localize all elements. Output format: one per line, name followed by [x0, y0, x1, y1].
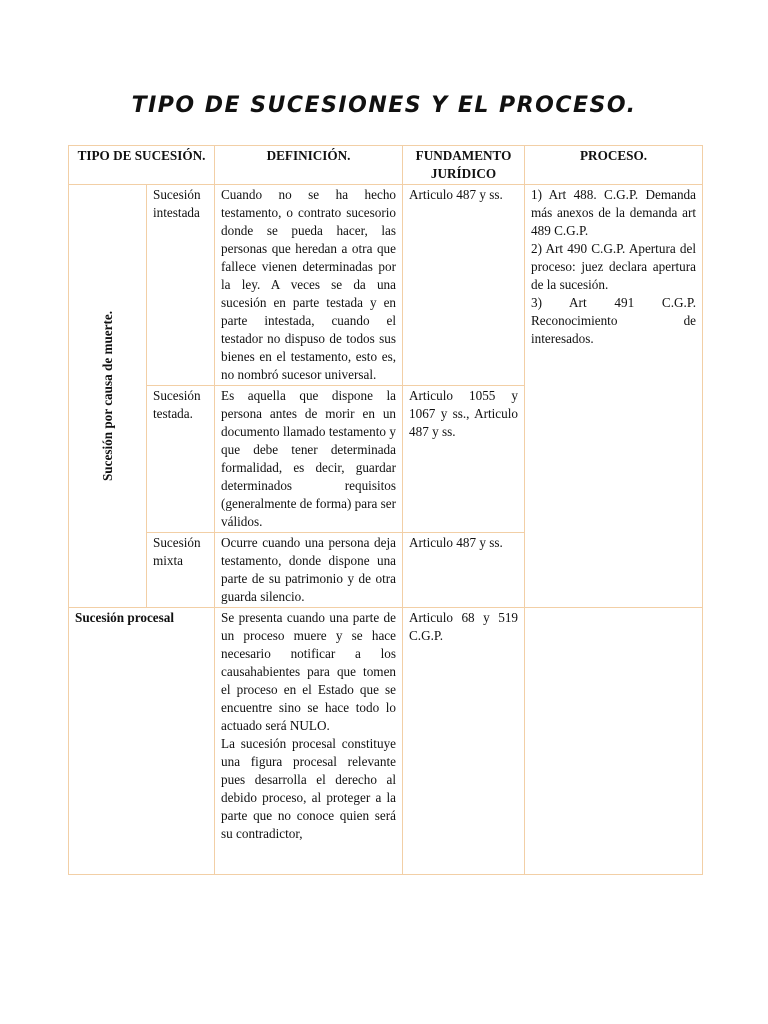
definition-cell: Es aquella que dispone la persona antes de morir en un documento llamado testamento y que debe tener determinada formalidad, es decir, guardar determinados requisitos (generalmente de forma) para ser válidos.	[215, 386, 403, 533]
definition-cell: Ocurre cuando una persona deja testamento, donde dispone una parte de su patrimonio y de otra guarda silencio.	[215, 533, 403, 608]
process-cell	[525, 185, 703, 608]
basis-cell: Articulo 487 y ss.	[403, 185, 525, 386]
process-step: 2) Art 490 C.G.P. Apertura del proceso: juez declara apertura de la sucesión.	[531, 241, 697, 292]
definition-cell	[215, 608, 403, 875]
type-cell: Sucesión intestada	[147, 185, 215, 386]
group-cell	[69, 185, 147, 608]
page-title: TIPO DE SUCESIONES Y EL PROCESO.	[131, 93, 637, 118]
basis-cell: Articulo 487 y ss.	[403, 533, 525, 608]
basis-cell: Articulo 1055 y 1067 y ss., Articulo 487 y ss.	[403, 386, 525, 533]
table-row	[69, 608, 703, 875]
type-cell: Sucesión procesal	[69, 608, 215, 875]
group-label: Sucesión por causa de muerte.	[99, 310, 115, 482]
header-tipo: TIPO DE SUCESIÓN.	[69, 146, 215, 185]
header-proceso: PROCESO.	[525, 146, 703, 185]
definition-paragraph: Se presenta cuando una parte de un proceso muere y se hace necesario notificar a los causahabientes para que tomen el proceso en el Estado que se encuentre sino se hace todo lo actuado será NULO.	[221, 610, 397, 733]
succession-table	[68, 145, 703, 875]
process-cell-empty	[525, 608, 703, 875]
basis-cell: Articulo 68 y 519 C.G.P.	[403, 608, 525, 875]
header-fundamento: FUNDAMENTO JURÍDICO	[403, 146, 525, 185]
definition-text	[221, 609, 396, 873]
table-row	[69, 185, 703, 386]
process-step: 1) Art 488. C.G.P. Demanda más anexos de la demanda art 489 C.G.P.	[531, 187, 697, 238]
process-step: 3) Art 491 C.G.P. Reconocimiento de interesados.	[531, 295, 697, 346]
header-row	[69, 146, 703, 185]
type-cell: Sucesión mixta	[147, 533, 215, 608]
definition-paragraph: La sucesión procesal constituye una figura procesal relevante pues desarrolla el derecho al debido proceso, al proteger a la parte que no conoce quien será su contradictor,	[221, 736, 397, 841]
header-definicion: DEFINICIÓN.	[215, 146, 403, 185]
definition-cell: Cuando no se ha hecho testamento, o contrato sucesorio donde se pueda hacer, las personas que heredan a otra que fallece vienen determinadas por la ley. A veces se da una sucesión en parte testada y en parte intestada, cuando el testador no dispuso de todos sus bienes en el testamento, esto es, no nombró sucesor universal.	[215, 185, 403, 386]
type-cell: Sucesión testada.	[147, 386, 215, 533]
